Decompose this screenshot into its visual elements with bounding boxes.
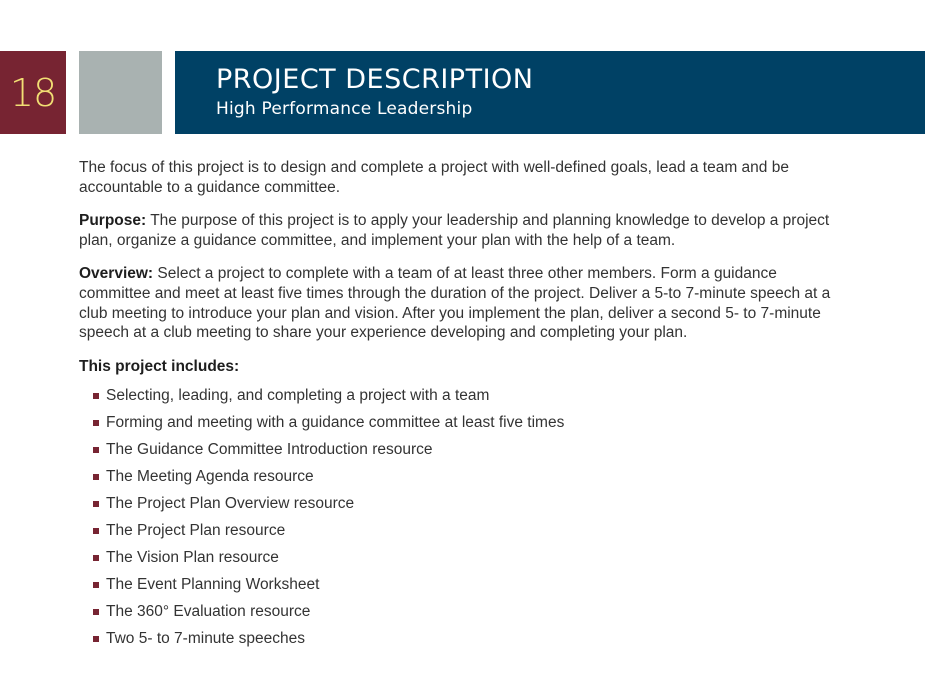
bullet-square-icon — [93, 447, 99, 453]
content-body — [79, 158, 849, 652]
purpose-text: The purpose of this project is to apply your leadership and planning knowledge to develop a project plan, organize a guidance committee, and implement your plan with the help of a team. — [79, 212, 830, 249]
header-bar — [175, 51, 925, 134]
list-item — [93, 409, 849, 436]
overview-text: Select a project to complete with a team of at least three other members. Form a guidance committee and meet at least five times through the duration of the project. Deliver a 5-to 7-minute speech at a club meeting to introduce your plan and vision. After you implement the plan, deliver a second 5- to 7-minute speech at a club meeting to share your experience developing and completing your plan. — [79, 265, 831, 342]
list-item-text: The 360° Evaluation resource — [106, 603, 311, 621]
bullet-square-icon — [93, 501, 99, 507]
list-item — [93, 436, 849, 463]
list-item-text: The Vision Plan resource — [106, 549, 279, 567]
page-number-box — [0, 51, 66, 134]
list-item — [93, 598, 849, 625]
page-title: PROJECT DESCRIPTION — [216, 64, 534, 95]
list-item-text: Selecting, leading, and completing a project with a team — [106, 387, 490, 405]
list-item-text: The Project Plan resource — [106, 522, 286, 540]
purpose-label: Purpose: — [79, 212, 147, 230]
includes-heading: This project includes: — [79, 357, 240, 375]
bullet-square-icon — [93, 609, 99, 615]
includes-list — [79, 382, 849, 652]
list-item — [93, 625, 849, 652]
list-item-text: Two 5- to 7-minute speeches — [106, 630, 306, 648]
bullet-square-icon — [93, 393, 99, 399]
list-item — [93, 490, 849, 517]
list-item — [93, 382, 849, 409]
list-item — [93, 463, 849, 490]
overview-paragraph — [79, 264, 849, 342]
list-item-text: The Event Planning Worksheet — [106, 576, 320, 594]
page-subtitle: High Performance Leadership — [216, 99, 473, 119]
list-item-text: The Meeting Agenda resource — [106, 468, 314, 486]
list-item — [93, 517, 849, 544]
purpose-paragraph — [79, 211, 849, 250]
list-item-text: Forming and meeting with a guidance committee at least five times — [106, 414, 565, 432]
intro-paragraph: The focus of this project is to design and complete a project with well-defined goals, lead a team and be accountable to a guidance committee. — [79, 159, 789, 196]
bullet-square-icon — [93, 420, 99, 426]
page-number: 18 — [9, 70, 57, 115]
bullet-square-icon — [93, 636, 99, 642]
list-item-text: The Guidance Committee Introduction resource — [106, 441, 433, 459]
bullet-square-icon — [93, 555, 99, 561]
overview-label: Overview: — [79, 265, 154, 283]
bullet-square-icon — [93, 474, 99, 480]
bullet-square-icon — [93, 528, 99, 534]
bullet-square-icon — [93, 582, 99, 588]
list-item — [93, 544, 849, 571]
list-item-text: The Project Plan Overview resource — [106, 495, 355, 513]
decorative-gray-block — [79, 51, 162, 134]
list-item — [93, 571, 849, 598]
